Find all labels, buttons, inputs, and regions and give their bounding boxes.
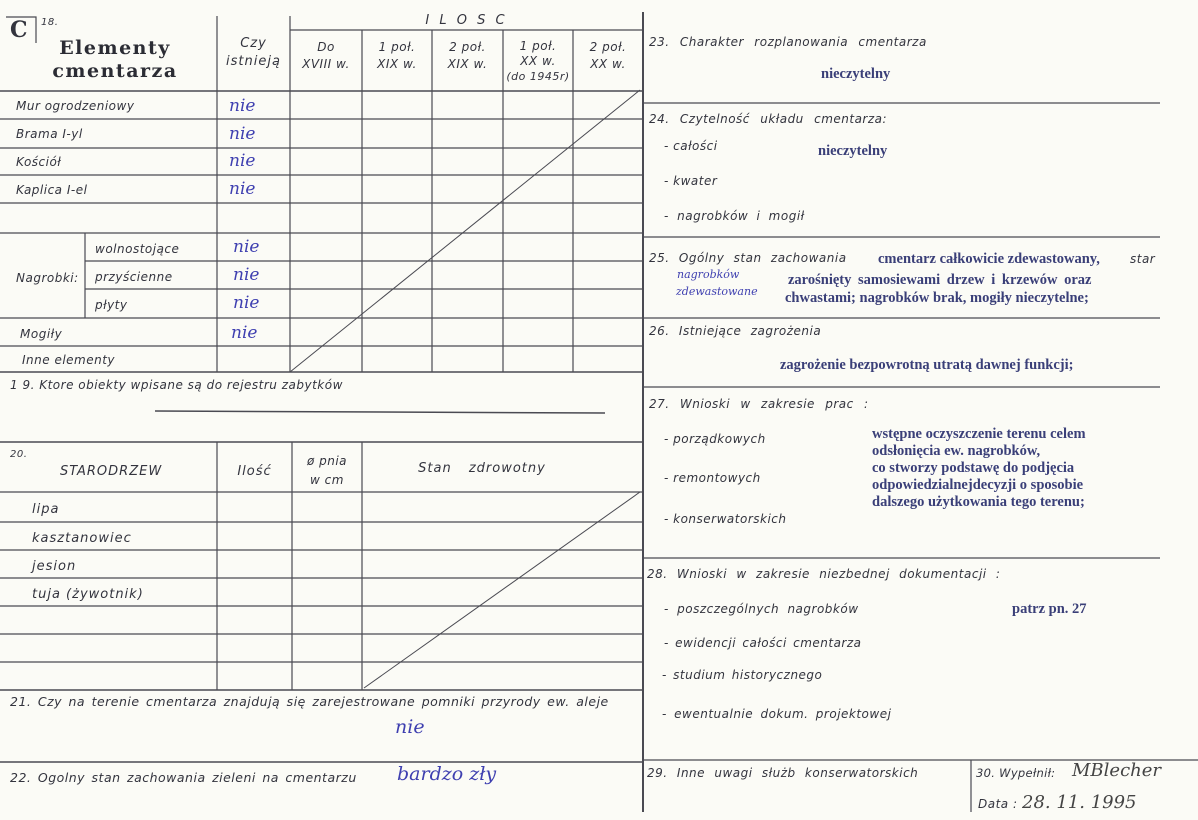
s28-tombs-value: patrz pn. 27 <box>1012 601 1087 617</box>
s27-text-line3: co stworzy podstawę do podjęcia <box>872 460 1075 476</box>
period-5-line1: 2 poł. <box>589 40 627 54</box>
col-exists-header <box>217 35 290 71</box>
s27-text-line2: odsłonięcia ew. nagrobków, <box>872 443 1041 459</box>
s30-signature: MBlecher <box>1072 760 1161 781</box>
s27-text-line4: odpowiedzialnejdecyzji o sposobie <box>872 477 1084 493</box>
tree-1: lipa <box>32 502 60 517</box>
s27-item-conservation: - konserwatorskich <box>664 512 787 526</box>
s28-item-records: - ewidencji całości cmentarza <box>664 636 862 650</box>
row-label-freestanding: wolnostojące <box>95 242 180 256</box>
row-value-wall: nie <box>229 96 256 116</box>
s28-label: 28. Wnioski w zakresie niezbednej dokumentacji : <box>647 567 1001 581</box>
s23-label: 23. Charakter rozplanowania cmentarza <box>649 35 927 49</box>
elements-title <box>40 37 190 83</box>
s22-answer: bardzo zły <box>397 763 497 785</box>
row-label-gate: Brama I-yl <box>16 127 83 141</box>
period-3-line2: XIX w. <box>447 57 488 71</box>
s28-item-project: - ewentualnie dokum. projektowej <box>662 707 892 721</box>
period-5-line2: XX w. <box>590 57 626 71</box>
period-4-line1: 1 poł. <box>519 39 557 53</box>
row-label-slabs: płyty <box>95 298 128 312</box>
period-col-1 <box>290 39 362 73</box>
s21-label: 21. Czy na terenie cmentarza znajdują się zarejestrowane pomniki przyrody ew. aleje <box>10 694 609 709</box>
s25-line3: chwastami; nagrobków brak, mogiły nieczytelne; <box>785 290 1089 306</box>
s24-label: 24. Czytelność układu cmentarza: <box>649 112 888 126</box>
row-value-gate: nie <box>229 124 256 144</box>
s27-text-line5: dalszego użytkowania tego terenu; <box>872 494 1085 510</box>
s25-line2: zarośnięty samosiewami drzew i krzewów oraz <box>788 272 1092 288</box>
ilosc-header: I L O S C <box>425 13 508 28</box>
s20-col-diameter <box>292 452 362 490</box>
s27-item-cleaning: - porządkowych <box>664 432 766 446</box>
period-4-line3: (do 1945r) <box>506 70 570 83</box>
s27-label: 27. Wnioski w zakresie prac : <box>649 397 869 411</box>
s25-label: 25. Ogólny stan zachowania <box>649 251 847 265</box>
s20-col-diameter-line1: ø pnia <box>306 454 348 468</box>
s26-label: 26. Istniejące zagrożenia <box>649 324 822 338</box>
tree-2: kasztanowiec <box>32 531 132 546</box>
row-value-church: nie <box>229 151 256 171</box>
s20-col-diameter-line2: w cm <box>310 473 344 487</box>
s25-line1-tail: star <box>1130 252 1156 266</box>
s20-col-count: Ilość <box>237 464 272 479</box>
period-4-line2: XX w. <box>520 54 556 68</box>
period-col-5 <box>573 39 643 73</box>
elements-title-line2: cmentarza <box>52 60 178 82</box>
row-value-wallmounted: nie <box>233 265 260 285</box>
elements-title-line1: Elementy <box>59 37 171 59</box>
s30-date-value: 28. 11. 1995 <box>1022 792 1137 813</box>
s19-label: 1 9. Ktore obiekty wpisane są do rejestru zabytków <box>10 378 343 392</box>
row-label-other: Inne elementy <box>22 353 116 367</box>
row-label-wallmounted: przyścienne <box>95 270 173 284</box>
s25-line1: cmentarz całkowicie zdewastowany, <box>878 251 1100 267</box>
s20-col-name: STARODRZEW <box>60 464 163 479</box>
card-letter: C <box>10 17 29 43</box>
period-col-2 <box>362 39 432 73</box>
row-value-chapel: nie <box>229 179 256 199</box>
s20-number: 20. <box>10 449 28 460</box>
period-2-line1: 1 poł. <box>378 40 416 54</box>
s27-item-repairs: - remontowych <box>664 471 761 485</box>
s24-item-quarters: - kwater <box>664 174 718 188</box>
s25-margin-note-2: zdewastowane <box>676 285 758 298</box>
s24-item-graves: - nagrobków i mogił <box>664 209 805 223</box>
s22-label: 22. Ogolny stan zachowania zieleni na cmentarzu <box>10 770 357 785</box>
s30-date-label: Data : <box>978 797 1018 811</box>
s20-col-state: Stan zdrowotny <box>418 461 546 476</box>
period-2-line2: XIX w. <box>377 57 417 71</box>
s30-label: 30. Wypełnił: <box>976 766 1056 780</box>
col-exists-line1: Czy <box>240 36 267 51</box>
s21-answer: nie <box>395 716 425 738</box>
s24-item-whole: - całości <box>664 139 718 153</box>
s24-whole-value: nieczytelny <box>818 143 888 159</box>
row-value-slabs: nie <box>233 293 260 313</box>
period-1-line1: Do <box>317 40 335 54</box>
row-label-chapel: Kaplica I-el <box>16 183 88 197</box>
tree-4: tuja (żywotnik) <box>32 587 144 602</box>
tree-3: jesion <box>32 559 77 574</box>
s29-label: 29. Inne uwagi służb konserwatorskich <box>647 766 919 780</box>
s27-text <box>872 426 1086 511</box>
row-label-church: Kościół <box>16 155 62 169</box>
row-label-graves: Mogiły <box>20 327 63 341</box>
period-1-line2: XVIII w. <box>302 57 350 71</box>
s26-value: zagrożenie bezpowrotną utratą dawnej funkcji; <box>780 357 1074 373</box>
s27-text-line1: wstępne oczyszczenie terenu celem <box>872 426 1086 442</box>
row-value-freestanding: nie <box>233 237 260 257</box>
s28-item-tombs: - poszczególnych nagrobków <box>664 602 859 616</box>
s23-value: nieczytelny <box>821 66 891 82</box>
period-3-line1: 2 poł. <box>449 40 486 54</box>
s28-item-history: - studium historycznego <box>662 668 823 682</box>
nagrobki-label: Nagrobki: <box>16 271 79 285</box>
row-value-graves: nie <box>231 323 258 343</box>
s25-margin-note-1: nagrobków <box>677 268 740 281</box>
section-number-18: 18. <box>41 17 59 28</box>
row-label-wall: Mur ogrodzeniowy <box>16 99 135 113</box>
col-exists-line2: istnieją <box>226 54 281 69</box>
period-col-3 <box>432 39 503 73</box>
period-col-4 <box>503 39 573 84</box>
